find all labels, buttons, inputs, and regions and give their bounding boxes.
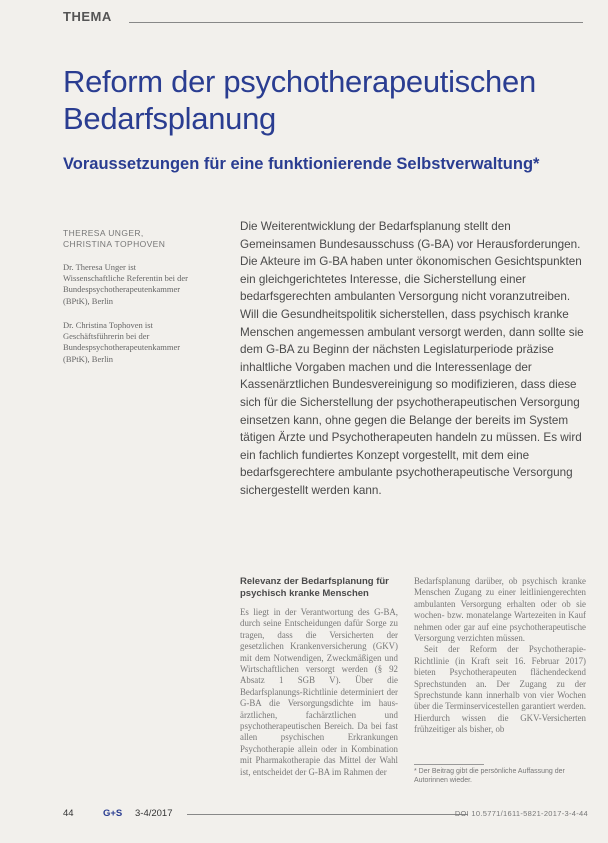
running-header: [63, 8, 583, 28]
article-title: Reform der psychotherapeutischen Bedarfsplanung: [63, 64, 536, 136]
section-heading: Relevanz der Bedarfsplanung für psychisch kranke Menschen: [240, 576, 389, 599]
footnote: * Der Beitrag gibt die persönliche Auffassung der Autorinnen wieder.: [414, 768, 565, 784]
doi-text: DOI 10.5771/1611-5821-2017-3-4-44: [454, 809, 588, 818]
body-paragraph: Es liegt in der Verantwortung des G-BA, durch seine Entscheidungen dafür Sorge zu tragen, dass die Versicherten der gesetzlichen Krankenversicherung (GKV) mit dem Notwendigen, Zweckmäßigen und Wirtschaftlichen versorgt werden (§ 92 Absatz 1 SGB V). Über die Bedarfsplanungs-Richtlinie determiniert der G-BA die Versorgungsdichte im haus- ärztlichen, fachärztlichen und psychotherapeutischen Bereich. Da bei fast allen psychischen Erkrankungen Psychotherapie allein oder in Kombination mit Pharmakotherapie das Mittel der Wahl ist, entscheidet der G-BA im Rahmen der: [240, 607, 398, 777]
page-footer: [63, 808, 588, 822]
journal-issue: 3-4/2017: [135, 808, 173, 819]
section-label: THEMA: [63, 9, 112, 24]
author-bio: Dr. Christina Tophoven ist Geschäftsführerin bei der Bundespsychotherapeutenkammer (BPtK), Berlin: [63, 320, 181, 364]
body-column-left: [240, 576, 398, 778]
author-names: [63, 228, 188, 250]
footnote-rule: [414, 764, 484, 765]
lead-paragraph: Die Weiterentwicklung der Bedarfsplanung stellt den Gemeinsamen Bundesausschuss (G-BA) vor Herausforderungen. Die Akteure im G-BA haben unter ökonomischen Gesichtspunkten ein gleichgerichtetes Interesse, die Sicherstellung einer bedarfsgerechten ambulanten Versorgung nicht voranzutreiben. Will die Gesundheitspolitik sicherstellen, dass psychisch kranke Menschen angemessen ambulant versorgt werden, dann sollte sie dem G-BA zu Beginn der nächsten Legislaturperiode präzise inhaltliche Vorgaben machen und die Interessenlage der Kassenärztlichen Bundesvereinigung so modifizieren, dass diese sich für die Sicherstellung der psychotherapeutischen Versorgung einsetzen kann, ohne gegen die Belange der bereits im System tätigen Ärzte und Psychotherapeuten handeln zu müssen. Es wird ein fachlich fundiertes Konzept vorgestellt, mit dem eine bedarfsgerechtere ambulante psychotherapeutische Versorgung sichergestellt werden kann.: [240, 220, 584, 497]
article-subtitle: Voraussetzungen für eine funktionierende Selbstverwaltung*: [63, 155, 540, 173]
author-bio: Dr. Theresa Unger ist Wissenschaftliche Referentin bei der Bundespsychotherapeutenkammer (BPtK), Berlin: [63, 262, 188, 306]
footer-rule: [187, 814, 468, 815]
header-rule: [129, 22, 583, 23]
journal-name: G+S: [103, 808, 123, 819]
body-column-right: [414, 576, 586, 736]
body-paragraph: Bedarfsplanung darüber, ob psychisch kranke Menschen Zugang zu einer leitliniengerechten ambulanten Versorgung erhalten oder ob sie wochen- bzw. monatelange Wartezeiten in Kauf nehmen oder gar auf eine psychotherapeutische Versorgung verzichten müssen.: [414, 576, 586, 644]
page-number: 44: [63, 808, 74, 819]
author-name: THERESA UNGER,: [63, 228, 144, 238]
author-name: CHRISTINA TOPHOVEN: [63, 239, 166, 249]
body-paragraph: Seit der Reform der Psychotherapie-Richtlinie (in Kraft seit 16. Februar 2017) bieten Psychotherapeuten flächendeckend Sprechstunden an. Der Zugang zu der Sprechstunde kann innerhalb von vier Wochen über die Terminservicestellen garantiert werden. Hierdurch wissen die GKV-Versicherten frühzeitiger als bisher, ob: [414, 644, 586, 735]
